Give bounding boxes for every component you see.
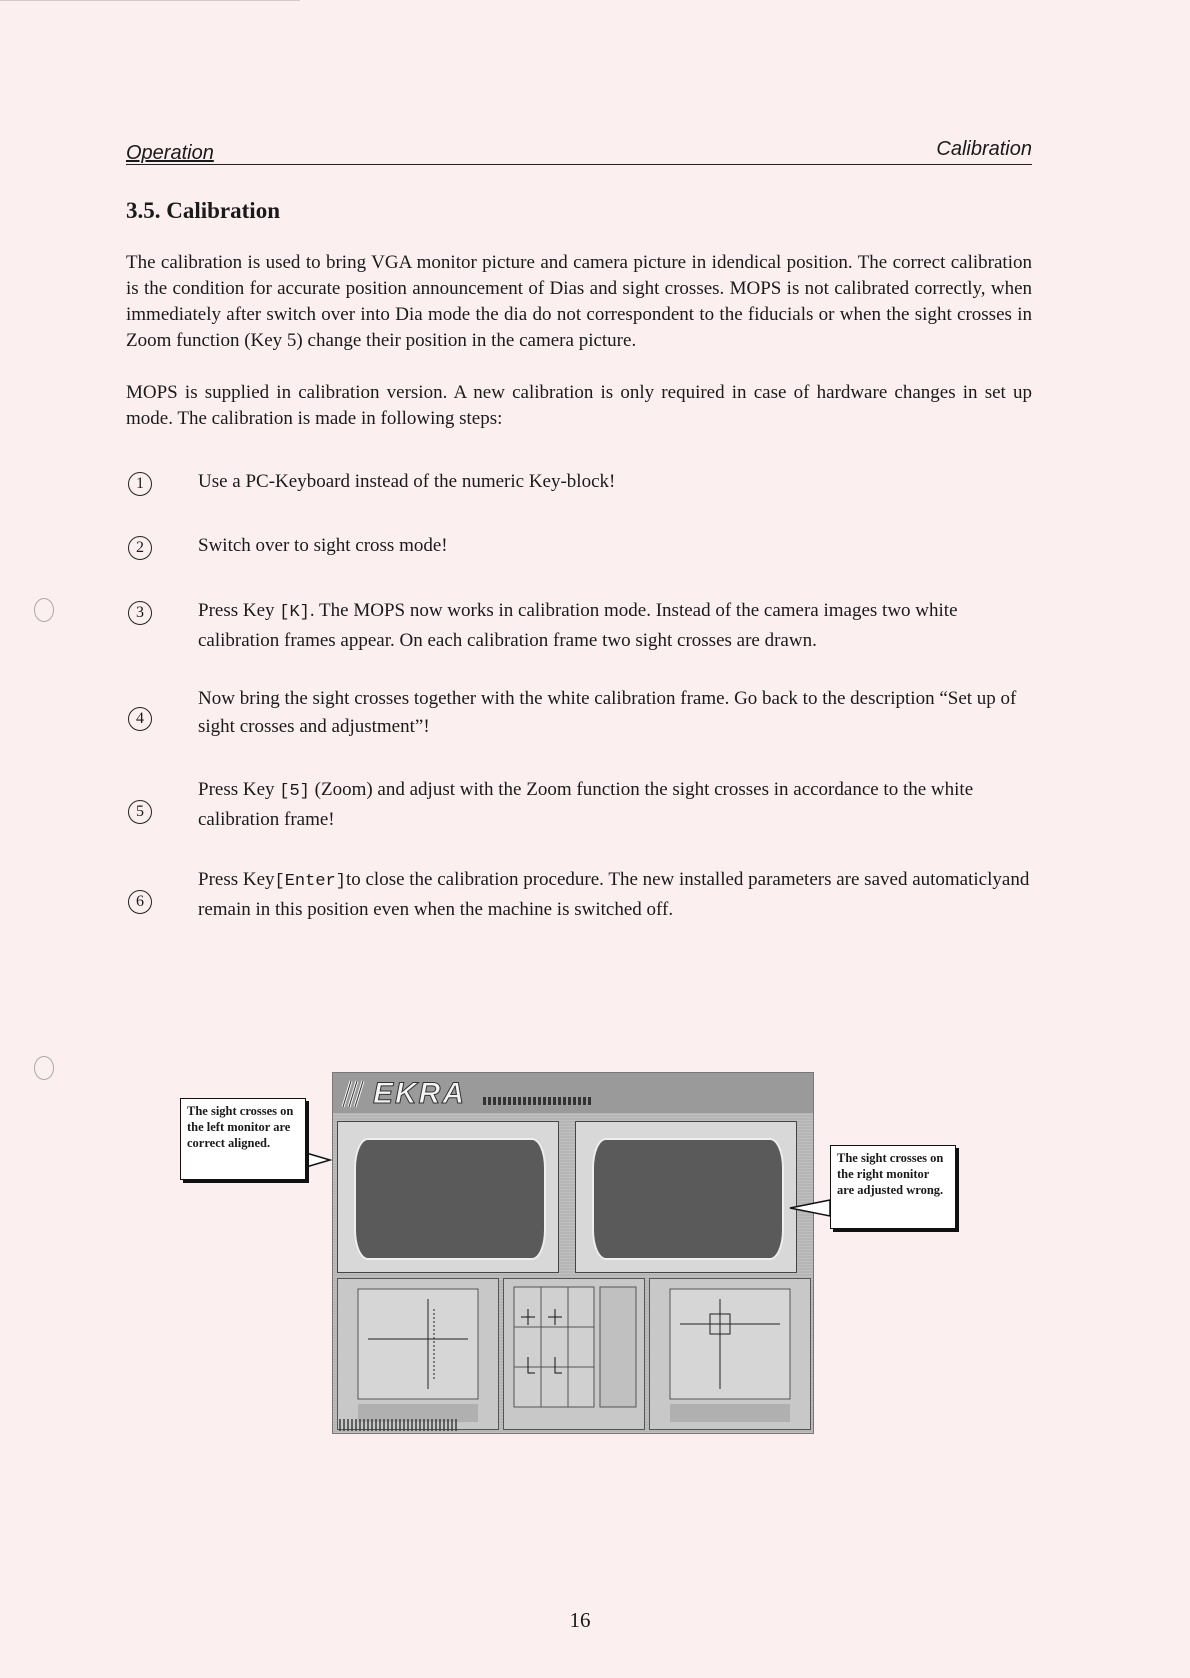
step-3-text: Press Key [K]. The MOPS now works in calibration mode. Instead of the camera images two white calibration frames appear. On each calibration frame two sight crosses are drawn. xyxy=(198,600,958,651)
scan-speck xyxy=(34,598,54,622)
step-5-number: 5 xyxy=(126,796,154,824)
step-5-text: Press Key [5] (Zoom) and adjust with the Zoom function the sight crosses in accordance to the white calibration frame! xyxy=(198,779,974,830)
scan-speck xyxy=(34,1056,54,1080)
key-5: [5] xyxy=(279,782,310,801)
step-2-number: 2 xyxy=(126,532,154,560)
callout-right-wrong: The sight crosses on the right monitor are adjusted wrong. xyxy=(830,1145,956,1229)
step-6-text: Press Key[Enter]to close the calibration procedure. The new installed parameters are saved automaticlyand remain in this position even when the machine is switched off. xyxy=(198,869,1030,920)
section-title: 3.5. Calibration xyxy=(126,198,280,223)
callout-left-correct: The sight crosses on the left monitor are correct aligned. xyxy=(180,1098,306,1180)
page-number: 16 xyxy=(569,1608,591,1632)
intro-paragraph: The calibration is used to bring VGA monitor picture and camera picture in idendical position. The correct calibration is the condition for accurate position announcement of Dias and sight crosses. MOPS is not calibrated correctly, when immediately after switch over into Dia mode the dia do not correspondent to the fiducials or when the sight crosses in Zoom function (Key 5) change their position in the camera picture. xyxy=(126,252,1032,351)
key-enter: [Enter] xyxy=(274,872,346,891)
ekra-logo-text: EKRA xyxy=(373,1077,467,1110)
supply-paragraph: MOPS is supplied in calibration version. A new calibration is only required in case of hardware changes in set up mode. The calibration is made in following steps: xyxy=(126,382,1032,429)
step-4-number: 4 xyxy=(126,703,154,731)
step-3-number: 3 xyxy=(126,597,154,625)
step-1-text: Use a PC-Keyboard instead of the numeric Key-block! xyxy=(198,471,616,492)
header-chapter: Calibration xyxy=(936,138,1032,160)
step-2-text: Switch over to sight cross mode! xyxy=(198,535,448,556)
header-section: Operation xyxy=(126,142,214,164)
key-k: [K] xyxy=(279,603,310,622)
step-1-number: 1 xyxy=(126,468,154,496)
step-6-number: 6 xyxy=(126,886,154,914)
step-4-text: Now bring the sight crosses together with the white calibration frame. Go back to the description “Set up of sight crosses and adjustment”! xyxy=(198,688,1017,737)
